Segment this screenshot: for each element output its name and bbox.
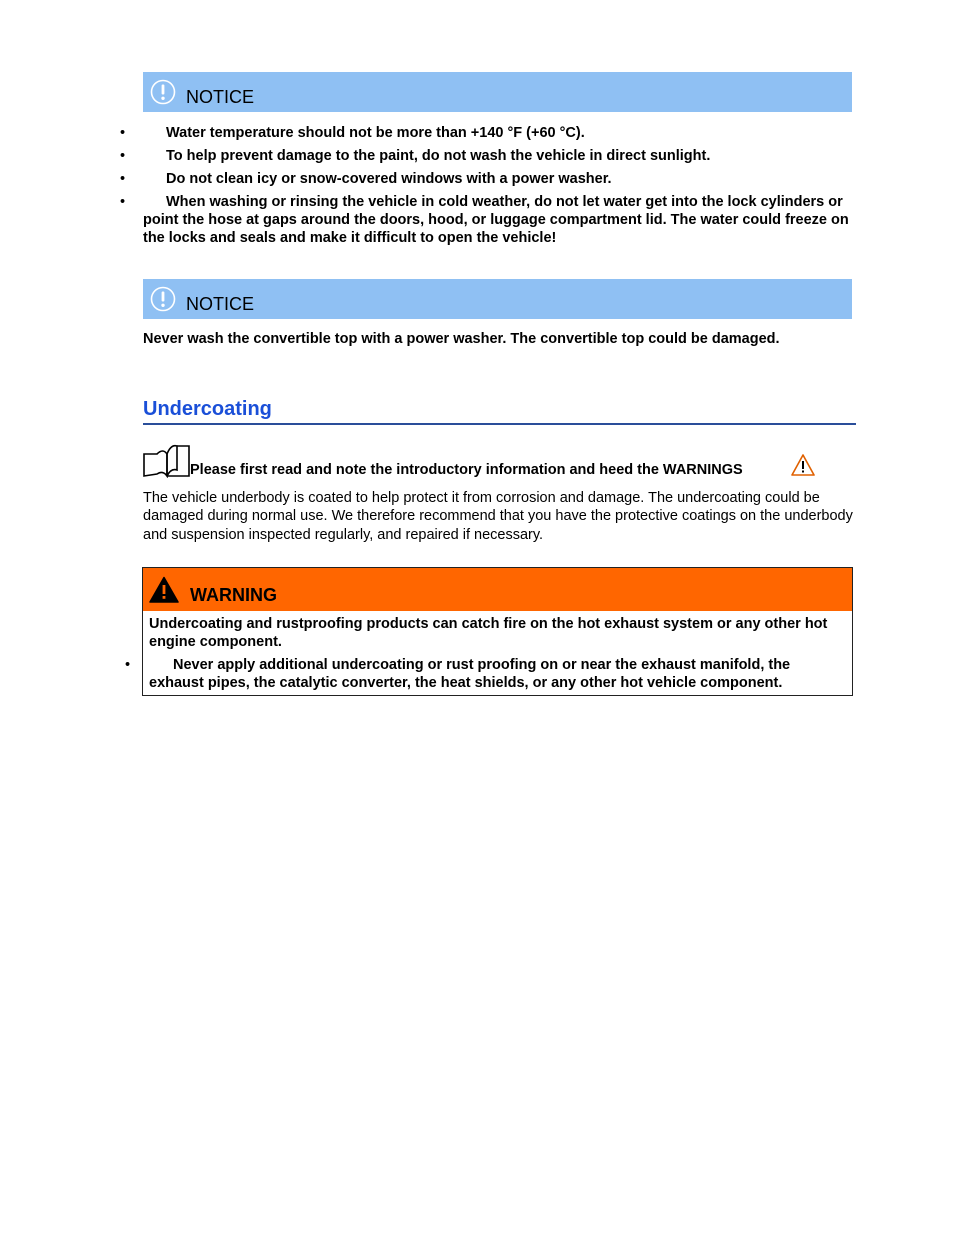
warning-title: WARNING — [190, 585, 277, 605]
warning-box — [142, 567, 853, 696]
intro-line — [143, 444, 855, 480]
warning-text: Undercoating and rustproofing products can catch fire on the hot exhaust system or any other hot engine component. — [149, 616, 828, 650]
notice-title: NOTICE — [186, 294, 255, 314]
list-item: • When washing or rinsing the vehicle in cold weather, do not let water get into the lock cylinders or point the hose at gaps around the doors, hood, or luggage compartment lid. The water could freeze on the locks and seals and make it difficult to open the vehicle! — [143, 193, 855, 247]
section-title: Undercoating — [143, 398, 272, 420]
warning-triangle-icon — [791, 454, 815, 476]
notice-header — [143, 279, 852, 319]
warning-header — [143, 568, 852, 611]
book-icon — [143, 444, 191, 478]
list-item: • Never apply additional undercoating or rust proofing on or near the exhaust manifold, the exhaust pipes, the catalytic converter, the heat shields, or any other hot vehicle component. — [149, 656, 845, 692]
notice-header — [143, 72, 852, 112]
section-body: The vehicle underbody is coated to help protect it from corrosion and damage. The undercoating could be damaged during normal use. We therefore recommend that you have the protective coatings on the underbody and suspension inspected regularly, and repaired if necessary. — [143, 490, 853, 543]
list-item: • Water temperature should not be more than +140 °F (+60 °C). — [143, 124, 855, 142]
exclamation-circle-icon — [150, 79, 176, 105]
exclamation-circle-icon — [150, 286, 176, 312]
notice-title: NOTICE — [186, 87, 255, 107]
list-item: • To help prevent damage to the paint, do not wash the vehicle in direct sunlight. — [143, 147, 855, 165]
section-divider — [143, 423, 856, 425]
list-item: • Do not clean icy or snow-covered windows with a power washer. — [143, 170, 855, 188]
intro-text: Please first read and note the introductory information and heed the WARNINGS — [190, 462, 743, 478]
warning-body — [149, 615, 845, 697]
notice-list — [143, 124, 855, 252]
warning-triangle-icon — [149, 576, 179, 603]
notice-text: Never wash the convertible top with a power washer. The convertible top could be damaged. — [143, 331, 780, 347]
